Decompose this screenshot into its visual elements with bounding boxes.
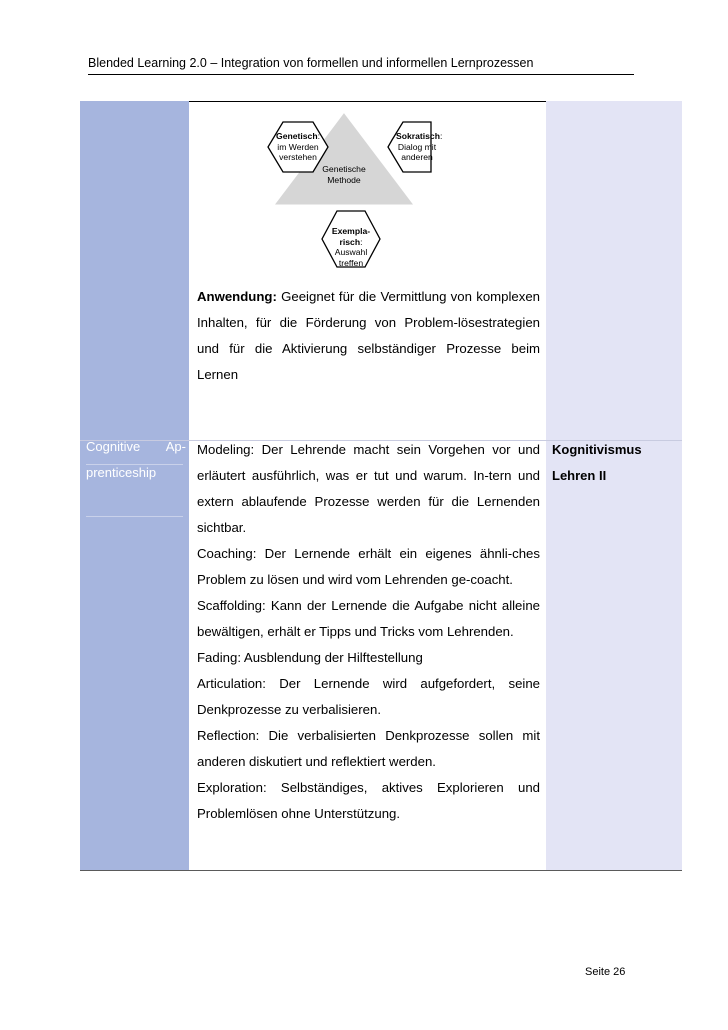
theory-label: Kognitivismus — [552, 442, 642, 457]
anwendung-text: Geeignet für die Vermittlung von komplexen Inhalten, für die Förderung von Problem-lösestrategien und für die Aktivierung selbständiger Prozesse beim Lernen — [197, 289, 540, 382]
anwendung-paragraph — [197, 284, 540, 388]
item-reflection: Reflection: Die verbalisierten Denkprozesse sollen mit anderen diskutiert und reflektiert werden. — [197, 728, 540, 769]
table-bottom-border — [80, 870, 682, 871]
page-header: Blended Learning 2.0 – Integration von formellen und informellen Lernprozessen — [88, 56, 634, 75]
cell-method-name-1: Cognitive Ap- — [86, 439, 186, 454]
cognitive-apprenticeship-description — [197, 437, 540, 827]
table-left-column — [80, 101, 189, 871]
anwendung-label: Anwendung: — [197, 289, 277, 304]
label-exemplarisch: Exempla- risch: Auswahl treffen — [331, 226, 371, 268]
page-number: Seite 26 — [585, 966, 626, 978]
item-fading: Fading: Ausblendung der Hilftestellung — [197, 650, 423, 665]
left-cell-divider — [86, 516, 183, 517]
item-articulation: Articulation: Der Lernende wird aufgefordert, seine Denkprozesse zu verbalisieren. — [197, 676, 540, 717]
label-genetische-methode: Genetische Methode — [322, 164, 366, 185]
genetic-method-diagram — [262, 112, 443, 274]
item-coaching: Coaching: Der Lernende erhält ein eigenes ähnli-ches Problem zu lösen und wird vom Lehrenden ge-coacht. — [197, 546, 540, 587]
theory-sublabel: Lehren II — [552, 468, 607, 483]
label-genetisch: Genetisch: im Werden verstehen — [276, 131, 320, 162]
label-sokratisch: Sokratisch: Dialog mit anderen — [396, 131, 443, 162]
item-modeling: Modeling: Der Lehrende macht sein Vorgehen vor und erläutert ausführlich, was er tut und warum. In-tern und extern ablaufende Prozesse werden für die Lernenden sichtbar. — [197, 442, 540, 535]
item-scaffolding: Scaffolding: Kann der Lernende die Aufgabe nicht alleine bewältigen, erhält er Tipps und Tricks vom Lehrenden. — [197, 598, 540, 639]
table-top-border — [189, 101, 546, 102]
cell-method-name-2: prenticeship — [86, 465, 157, 480]
cell-theory — [552, 437, 642, 489]
item-exploration: Exploration: Selbständiges, aktives Explorieren und Problemlösen ohne Unterstützung. — [197, 780, 540, 821]
